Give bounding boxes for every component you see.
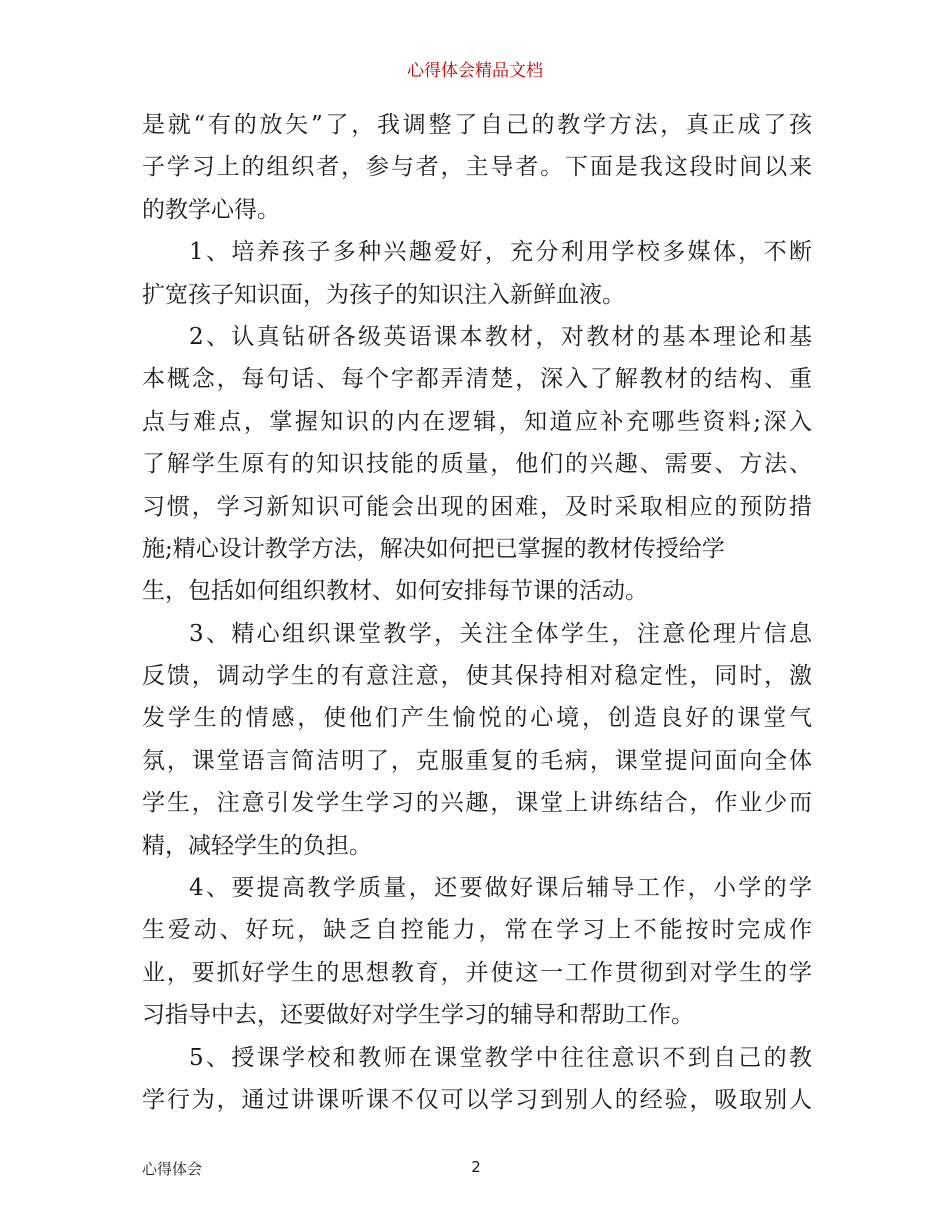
text-line: 扩宽孩子知识面，为孩子的知识注入新鲜血液。 — [142, 281, 625, 308]
text-line: 业，要抓好学生的思想教育，并使这一工作贯彻到对学生的学 — [142, 959, 812, 986]
text-line: 了解学生原有的知识技能的质量，他们的兴趣、需要、方法、 — [142, 451, 812, 478]
text-line: 的教学心得。 — [142, 196, 280, 223]
text-line: 习指导中去，还要做好对学生学习的辅导和帮助工作。 — [142, 1002, 694, 1029]
text-line: 学生，注意引发学生学习的兴趣，课堂上讲练结合，作业少而 — [142, 790, 812, 817]
page-header-title: 心得体会精品文档 — [407, 61, 543, 81]
paragraph-1-start: 1、培养孩子多种兴趣爱好，充分利用学校多媒体，不断 — [189, 239, 812, 266]
footer-label: 心得体会 — [142, 1160, 203, 1178]
text-line: 生，包括如何组织教材、如何安排每节课的活动。 — [142, 578, 648, 605]
text-line: 点与难点，掌握知识的内在逻辑，知道应补充哪些资料;深入 — [142, 408, 812, 435]
text-line: 学行为，通过讲课听课不仅可以学习到别人的经验，吸取别人 — [142, 1086, 812, 1113]
text-line: 精，减轻学生的负担。 — [142, 832, 372, 859]
paragraph-2-start: 2、认真钻研各级英语课本教材，对教材的基本理论和基 — [189, 323, 812, 350]
text-line: 是就“有的放矢”了，我调整了自己的教学方法，真正成了孩 — [142, 112, 812, 138]
paragraph-4-start: 4、要提高教学质量，还要做好课后辅导工作，小学的学 — [189, 875, 812, 902]
text-line: 发学生的情感，使他们产生愉悦的心境，创造良好的课堂气 — [142, 705, 812, 732]
paragraph-5-start: 5、授课学校和教师在课堂教学中往往意识不到自己的教 — [189, 1044, 812, 1071]
page-number: 2 — [471, 1158, 481, 1176]
document-body — [142, 104, 812, 1121]
text-line: 生爱动、好玩，缺乏自控能力，常在学习上不能按时完成作 — [142, 917, 812, 944]
text-line: 施;精心设计教学方法，解决如何把已掌握的教材传授给学 — [142, 535, 725, 562]
paragraph-3-start: 3、精心组织课堂教学，关注全体学生，注意伦理片信息 — [189, 620, 812, 647]
text-line: 反馈，调动学生的有意注意，使其保持相对稳定性，同时，激 — [142, 663, 812, 690]
text-line: 氛，课堂语言简洁明了，克服重复的毛病，课堂提问面向全体 — [142, 747, 812, 774]
text-line: 本概念，每句话、每个字都弄清楚，深入了解教材的结构、重 — [142, 366, 812, 393]
text-line: 习惯，学习新知识可能会出现的困难，及时采取相应的预防措 — [142, 493, 812, 520]
text-line: 子学习上的组织者，参与者，主导者。下面是我这段时间以来 — [142, 154, 812, 181]
